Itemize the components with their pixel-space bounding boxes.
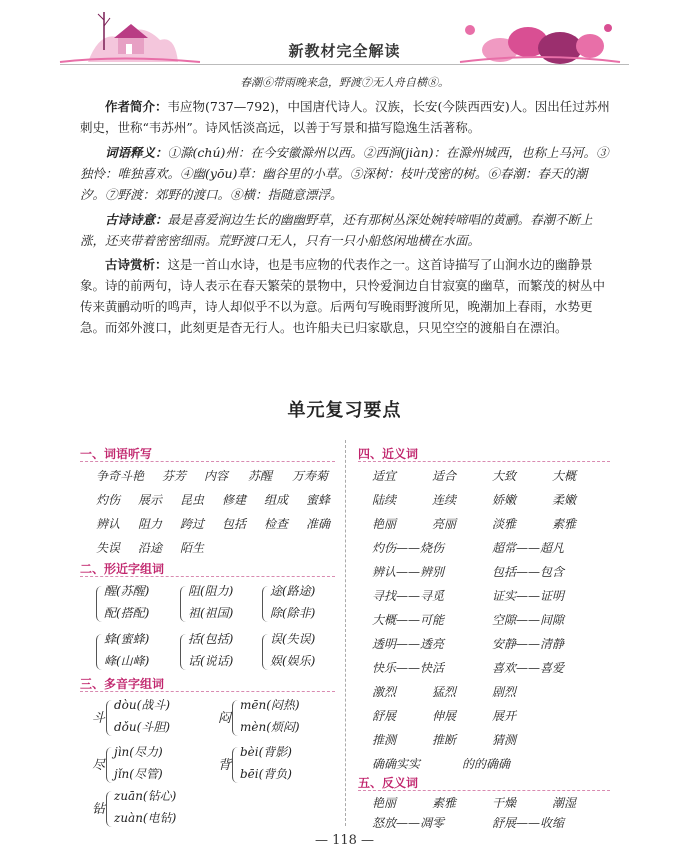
- section-polyphone-title: 三、多音字组词: [80, 677, 165, 691]
- author-intro: [80, 96, 610, 138]
- poem-appreciation: [80, 254, 610, 338]
- similar-char-group: 醒(苏醒) 配(搭配): [96, 582, 176, 626]
- header-decoration: [0, 0, 689, 72]
- book-title: 新教材完全解读: [288, 42, 401, 60]
- page-number: — 118 —: [314, 833, 375, 848]
- section-vocab-dictation-title: 一、词语听写: [80, 447, 153, 461]
- author-label: 作者简介：: [105, 99, 168, 114]
- glossary-label: 词语释义：: [105, 145, 168, 160]
- unit-review-title: 单元复习要点: [287, 400, 402, 421]
- section-underline: [80, 461, 335, 462]
- poem-meaning: [80, 209, 610, 251]
- similar-char-group: 蜂(蜜蜂) 峰(山峰): [96, 630, 176, 674]
- column-divider: [345, 440, 346, 826]
- word: 苏醒: [248, 469, 273, 483]
- word: 内容: [204, 469, 229, 483]
- word: 准确: [306, 517, 331, 531]
- word: 修建: [222, 493, 247, 507]
- similar-char-group: 阻(阻力) 祖(祖国): [180, 582, 260, 626]
- glossary: [80, 142, 610, 205]
- polyphone-char: 斗: [92, 711, 106, 726]
- word: 阻力: [138, 517, 163, 531]
- section-underline: [80, 576, 335, 577]
- glossary-text: ①滁(chú)州：在今安徽滁州以西。②西涧(jiàn)：在滁州城西，也称上马河。③独怜：唯独喜欢。④幽(yōu)草：幽谷里的小草。⑤深树：枝叶茂密的树。⑥春潮：春天的潮汐。⑦野渡：郊野的渡口。⑧横：指随意漂浮。: [80, 145, 609, 202]
- word: 灼伤: [96, 493, 121, 507]
- word: 芬芳: [162, 469, 187, 483]
- poem-closing-line: 春潮⑥带雨晚来急，野渡⑦无人舟自横⑧。: [240, 76, 449, 89]
- section-antonyms-title: 五、反义词: [358, 776, 419, 790]
- similar-char-group: 括(包括) 话(说话): [180, 630, 260, 674]
- word: 蜜蜂: [306, 493, 331, 507]
- appreciation-label: 古诗赏析：: [105, 257, 168, 272]
- section-similar-chars-title: 二、形近字组词: [80, 562, 165, 576]
- word: 沿途: [138, 541, 163, 555]
- word: 争奇斗艳: [96, 469, 145, 483]
- polyphone-group: jìn(尽力) jǐn(尽管): [106, 743, 216, 787]
- header-divider: [60, 64, 629, 65]
- word: 包括: [222, 517, 247, 531]
- polyphone-group: zuān(钻心) zuàn(电钻): [106, 787, 216, 831]
- meaning-label: 古诗诗意：: [105, 212, 168, 227]
- word: 失误: [96, 541, 121, 555]
- section-underline: [358, 790, 610, 791]
- section-underline: [80, 691, 335, 692]
- word: 万寿菊: [292, 469, 329, 483]
- similar-char-group: 误(失误) 娱(娱乐): [262, 630, 342, 674]
- polyphone-group: mēn(闷热) mèn(烦闷): [232, 696, 342, 740]
- word: 检查: [264, 517, 289, 531]
- word: 昆虫: [180, 493, 205, 507]
- word: 展示: [138, 493, 163, 507]
- word: 辨认: [96, 517, 121, 531]
- word: 陌生: [180, 541, 205, 555]
- polyphone-char: 钻: [92, 802, 106, 817]
- word: 跨过: [180, 517, 205, 531]
- similar-char-group: 途(路途) 除(除非): [262, 582, 342, 626]
- polyphone-group: bèi(背影) bēi(背负): [232, 743, 342, 787]
- appreciation-text: 这是一首山水诗，也是韦应物的代表作之一。这首诗描写了山涧水边的幽静景象。诗的前两句，诗人表示在春天繁荣的景物中，只怜爱涧边自甘寂寞的幽草，而繁茂的树丛中传来黄鹂动听的鸣声，诗人却似乎不以为意。后两句写晚雨野渡所见，晚潮加上春雨，水势更急。而郊外渡口，此刻更是杳无行人。也许船夫已归家歇息，只见空空的渡船自在漂泊。: [80, 257, 606, 335]
- section-underline: [358, 461, 610, 462]
- polyphone-char: 尽: [92, 758, 106, 773]
- polyphone-char: 背: [218, 758, 232, 773]
- author-text: 韦应物(737—792)，中国唐代诗人。汉族，长安(今陕西西安)人。因出任过苏州刺史，世称“韦苏州”。诗风恬淡高远，以善于写景和描写隐逸生活著称。: [80, 99, 610, 135]
- page-header: [0, 0, 689, 72]
- word: 组成: [264, 493, 289, 507]
- section-synonyms-title: 四、近义词: [358, 447, 419, 461]
- meaning-text: 最是喜爱涧边生长的幽幽野草，还有那树丛深处婉转啼唱的黄鹂。春潮不断上涨，还夹带着密密细雨。荒野渡口无人，只有一只小船悠闲地横在水面。: [80, 212, 593, 248]
- polyphone-group: dòu(战斗) dǒu(斗胆): [106, 696, 216, 740]
- polyphone-char: 闷: [218, 711, 232, 726]
